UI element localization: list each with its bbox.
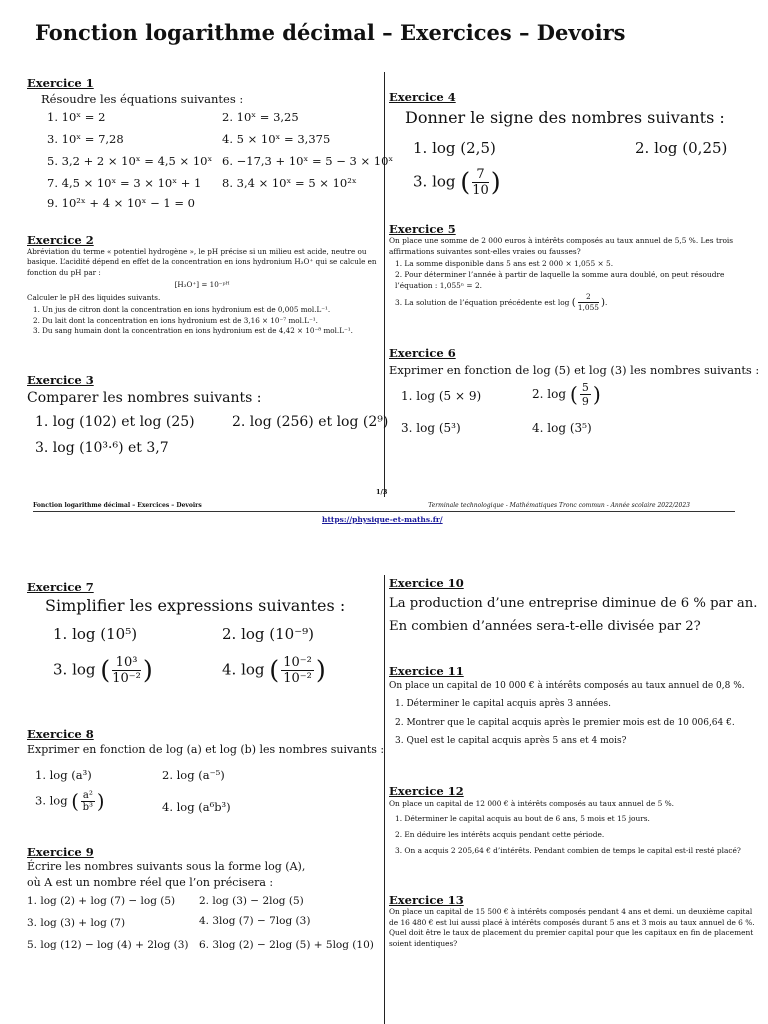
exercise-1 <box>27 76 394 213</box>
exercise-10 <box>389 576 764 638</box>
expression-item: 1. log (10⁵) <box>53 625 138 643</box>
expression-item: 4. log (3⁵) <box>532 421 592 435</box>
exercise-intro: On place un capital de 12 000 € à intérêts composés au taux annuel de 5 %. <box>389 799 674 808</box>
exercise-heading: Exercice 3 <box>27 373 94 387</box>
exercise-heading: Exercice 11 <box>389 664 464 678</box>
page-footer <box>33 502 735 512</box>
expression-item: 6. 3log (2) − 2log (5) + 5log (10) <box>199 938 374 951</box>
fraction-numerator: 10⁻² <box>283 655 312 670</box>
formula: [H₃O⁺] = 10⁻ᵖᴴ <box>174 280 230 290</box>
equation-item: 3. 10ˣ = 7,28 <box>47 132 124 147</box>
expression-item: 4. log ( $\frac{\text{10⁻²}}{\text{10⁻²}}$ ) <box>222 655 326 686</box>
exercise-prompt: Résoudre les équations suivantes : <box>41 92 244 106</box>
footer-course: Terminale technologique - Mathématiques Tronc commun - Année scolaire 2022/2023 <box>428 502 690 509</box>
expression-item: 3. log ( $\frac{\text{a²}}{\text{b³}}$ ) <box>35 790 105 813</box>
list-item: 2. Du lait dont la concentration en ions hydronium est de 3,16 × 10⁻⁷ mol.L⁻¹. <box>33 315 318 325</box>
page-number: 1/3 <box>376 488 388 496</box>
exercise-prompt: Simplifier les expressions suivantes : <box>45 596 346 615</box>
fraction-denominator: 10 <box>472 183 489 198</box>
expression-item: 3. log (3) + log (7) <box>27 916 126 929</box>
exercise-4 <box>389 90 759 197</box>
exercise-prompt: Écrire les nombres suivants sous la forme log (A), <box>27 860 306 873</box>
fraction-denominator: 10⁻² <box>283 671 312 686</box>
equation-item: 7. 4,5 × 10ˣ = 3 × 10ˣ + 1 <box>47 176 202 191</box>
exercise-heading: Exercice 13 <box>389 893 464 907</box>
expression-item: 2. log (a⁻⁵) <box>162 768 225 782</box>
exercise-6 <box>389 346 764 447</box>
fraction-numerator: 2 <box>578 292 599 304</box>
exercise-heading: Exercice 8 <box>27 727 94 741</box>
exercise-prompt: où A est un nombre réel que l’on précisera : <box>27 875 274 889</box>
exercise-7 <box>27 580 377 710</box>
expression-item: 4. log (a⁶b³) <box>162 800 231 814</box>
exercise-heading: Exercice 1 <box>27 76 94 90</box>
exercise-question: Calculer le pH des liquides suivants. <box>27 292 161 302</box>
exercise-intro: On place un capital de 10 000 € à intérêts composés au taux annuel de 0,8 %. <box>389 681 745 691</box>
footer-title: Fonction logarithme décimal – Exercices – Devoirs <box>33 502 202 509</box>
list-item: 1. Un jus de citron dont la concentration en ions hydronium est de 0,005 mol.L⁻¹. <box>33 305 331 315</box>
expression-item: 5. log (12) − log (4) + 2log (3) <box>27 938 189 951</box>
exercise-text: La production d’une entreprise diminue de 6 % par an. <box>389 596 758 611</box>
expression-item: 2. log (3) − 2log (5) <box>199 894 304 907</box>
equation-item: 5. 3,2 + 2 × 10ˣ = 4,5 × 10ˣ <box>47 154 213 169</box>
equation-item: 8. 3,4 × 10ˣ = 5 × 10²ˣ <box>222 176 357 191</box>
equation-item: 6. −17,3 + 10ˣ = 5 − 3 × 10ˣ <box>222 154 394 169</box>
list-item: 2. Montrer que le capital acquis après le premier mois est de 10 006,64 €. <box>395 717 735 728</box>
list-item: 3. Du sang humain dont la concentration en ions hydronium est de 4,42 × 10⁻⁸ mol.L⁻¹. <box>33 326 353 336</box>
exercise-heading: Exercice 12 <box>389 784 464 798</box>
equation-item: 9. 10²ˣ + 4 × 10ˣ − 1 = 0 <box>47 196 195 211</box>
exercise-text: On place un capital de 15 500 € à intérêts composés pendant 4 ans et demi. un deuxième capital de 16 480 € est lui aussi placé à intérêts composés durant 5 ans et 3 mois au taux annuel de 6 %. Quel doit être le taux de placement du premier capital pour que les capitaux en fin de placement soient identiques? <box>389 907 755 949</box>
list-item: 3. La solution de l’équation précédente est log ( $\frac{2}{1,055}$ ). <box>395 291 608 313</box>
column-divider <box>384 575 385 1024</box>
exercise-2 <box>27 233 377 337</box>
fraction-denominator: b³ <box>82 802 94 813</box>
fraction-numerator: 5 <box>581 381 589 394</box>
exercise-5 <box>389 222 759 314</box>
expression-item: 1. log (5 × 9) <box>401 389 482 403</box>
list-item: 2. Pour déterminer l’année à partir de laquelle la somme aura doublé, on peut résoudre l’équation : 1,055ⁿ = 2. <box>395 270 725 290</box>
exercise-9 <box>27 845 382 971</box>
exercise-heading: Exercice 4 <box>389 90 456 104</box>
sign-item: 1. log (2,5) <box>413 139 496 157</box>
comparison-item: 1. log (102) et log (25) <box>35 413 195 430</box>
expression-item: 2. log ( $\frac{5}{9}$ ) <box>532 381 601 408</box>
exercise-3 <box>27 373 389 461</box>
expression-item: 4. 3log (7) − 7log (3) <box>199 914 311 927</box>
fraction-denominator: 9 <box>581 395 589 408</box>
expression-item: 1. log (a³) <box>35 768 92 782</box>
fraction-denominator: 10⁻² <box>112 671 141 686</box>
exercise-heading: Exercice 10 <box>389 576 464 590</box>
exercise-prompt: Exprimer en fonction de log (5) et log (3) les nombres suivants : <box>389 363 760 377</box>
exercise-heading: Exercice 5 <box>389 222 456 236</box>
expression-item: 2. log (10⁻⁹) <box>222 625 314 643</box>
exercise-11 <box>389 664 764 750</box>
page-title: Fonction logarithme décimal – Exercices – Devoirs <box>35 20 626 45</box>
list-item: 1. La somme disponible dans 5 ans est 2 000 × 1,055 × 5. <box>395 259 614 269</box>
exercise-intro: On place une somme de 2 000 euros à intérêts composés au taux annuel de 5,5 %. Les trois affirmations suivantes sont-elles vraies ou fausses? <box>389 236 734 256</box>
list-item: 1. Déterminer le capital acquis au bout de 6 ans, 5 mois et 15 jours. <box>395 813 650 823</box>
comparison-item: 2. log (256) et log (2⁹) <box>232 413 389 430</box>
fraction-numerator: 10³ <box>112 655 141 671</box>
exercise-prompt: Exprimer en fonction de log (a) et log (b) les nombres suivants : <box>27 743 385 756</box>
exercise-12 <box>389 784 764 859</box>
list-item: 3. Quel est le capital acquis après 5 ans et 4 mois? <box>395 735 627 746</box>
exercise-heading: Exercice 9 <box>27 845 94 859</box>
fraction-numerator: 7 <box>472 167 489 183</box>
exercise-8 <box>27 727 385 831</box>
equation-item: 2. 10ˣ = 3,25 <box>222 110 299 125</box>
list-item: 2. En déduire les intérêts acquis pendant cette période. <box>395 829 605 839</box>
expression-item: 3. log ( $\frac{\text{10³}}{\text{10⁻²}}$ ) <box>53 655 153 686</box>
exercise-heading: Exercice 7 <box>27 580 94 594</box>
list-item: 1. Déterminer le capital acquis après 3 années. <box>395 699 611 710</box>
comparison-item: 3. log (10³·⁶) et 3,7 <box>35 439 169 456</box>
list-item: 3. On a acquis 2 205,64 € d’intérêts. Pendant combien de temps le capital est-il resté placé? <box>395 846 741 856</box>
sign-item: 3. log ( $\frac{7}{10}$ ) <box>413 167 501 198</box>
exercise-text: En combien d’années sera-t-elle divisée par 2? <box>389 619 701 635</box>
equation-item: 1. 10ˣ = 2 <box>47 110 106 125</box>
exercise-13 <box>389 893 757 950</box>
exercise-intro: Abréviation du terme « potentiel hydrogène », le pH précise si un milieu est acide, neutre ou basique. L’acidité dépend en effet de la concentration en ions hydronium H₃O⁺ qui se calcule en fonction du pH par : <box>27 247 377 277</box>
equation-item: 4. 5 × 10ˣ = 3,375 <box>222 132 331 147</box>
expression-item: 3. log (5³) <box>401 421 461 435</box>
fraction-numerator: a² <box>82 790 93 801</box>
sign-item: 2. log (0,25) <box>635 139 728 157</box>
exercise-heading: Exercice 2 <box>27 233 94 247</box>
exercise-prompt: Donner le signe des nombres suivants : <box>405 108 725 127</box>
website-link[interactable]: https://physique-et-maths.fr/ <box>322 515 443 524</box>
expression-item: 1. log (2) + log (7) − log (5) <box>27 894 176 907</box>
fraction-denominator: 1,055 <box>577 303 599 313</box>
exercise-prompt: Comparer les nombres suivants : <box>27 390 262 406</box>
exercise-heading: Exercice 6 <box>389 346 456 360</box>
